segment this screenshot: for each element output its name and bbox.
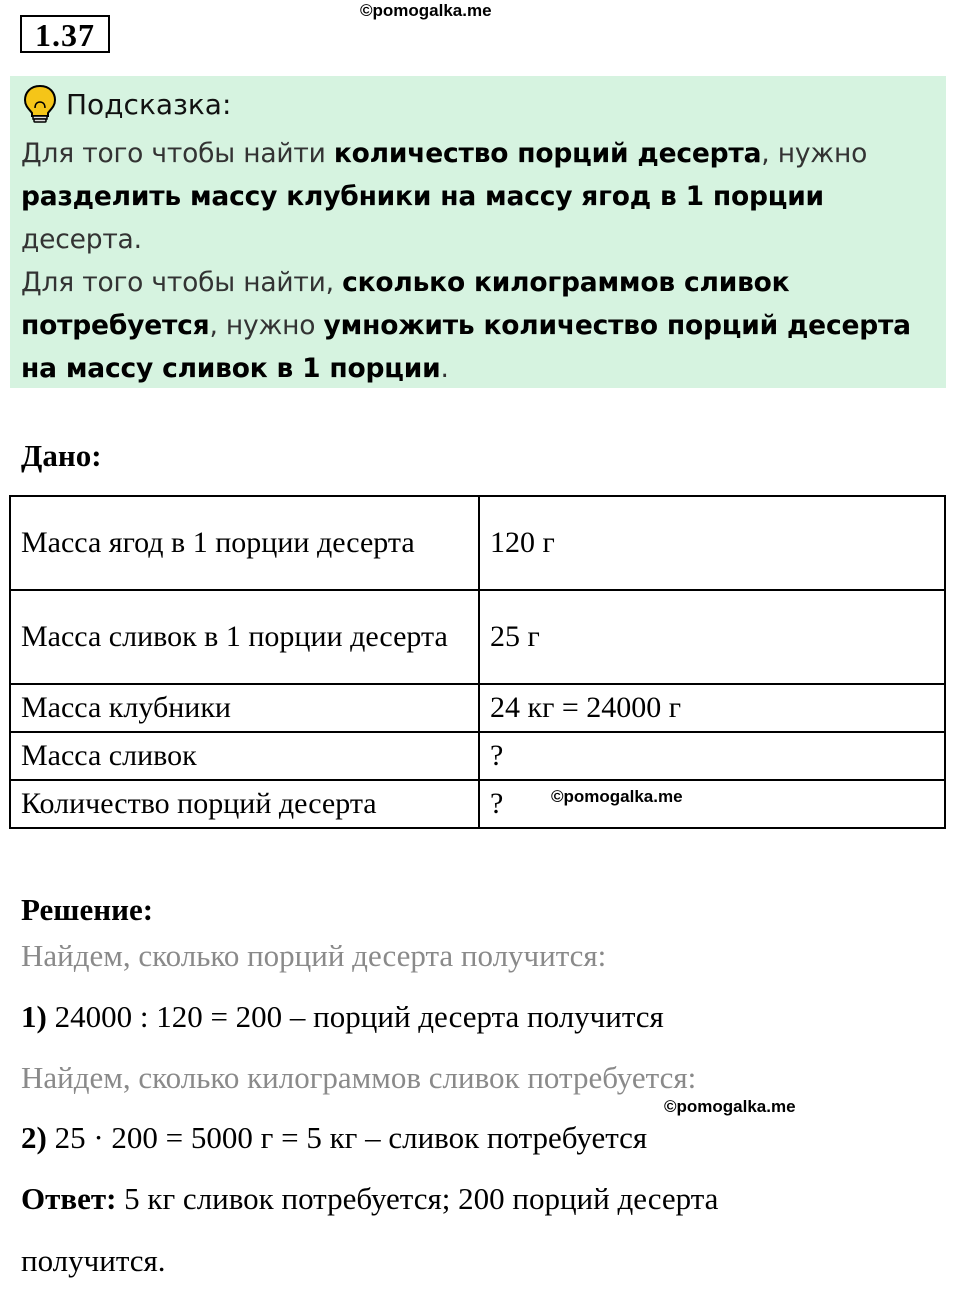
hint-p2-c: , нужно [209,310,324,341]
hint-p2-b: сколько килограммов сливок потребуется [21,267,790,341]
solution-title: Решение: [21,892,154,927]
hint-text [21,132,941,390]
row-label: Масса клубники [10,684,479,732]
step1-text: 24000 : 120 = 200 – порций десерта получится [46,999,664,1034]
row-value: 24 кг = 24000 г [479,684,945,732]
hint-p1-a: Для того чтобы найти [21,138,334,169]
watermark: ©pomogalka.me [551,787,683,806]
step2-intro: Найдем, сколько килограммов сливок потребуется: [21,1060,697,1095]
table-row [10,496,945,590]
answer-continuation: получится. [21,1243,166,1278]
hint-p1-b: количество порций десерта [333,138,762,169]
step2 [21,1120,647,1156]
row-value: ? [479,780,945,828]
step2-number: 2) [21,1120,47,1155]
hint-title: Подсказка: [66,87,232,121]
table-row [10,590,945,684]
row-label: Масса сливок в 1 порции десерта [10,590,479,684]
hint-box [10,76,946,388]
step1-number: 1) [21,999,47,1034]
row-label: Количество порций десерта [10,780,479,828]
answer [21,1181,718,1217]
watermark: ©pomogalka.me [360,1,492,20]
hint-p2-d: умножить количество порций десерта на массу сливок в 1 порции [21,310,911,384]
row-value: ? [479,732,945,780]
row-value: 25 г [479,590,945,684]
given-title: Дано: [21,438,102,473]
task-number: 1.37 [20,15,110,53]
hint-p1-e: десерта. [21,224,142,255]
table-row [10,780,945,828]
lightbulb-icon [22,84,58,124]
row-label: Масса ягод в 1 порции десерта [10,496,479,590]
table-row [10,732,945,780]
step1-intro: Найдем, сколько порций десерта получится: [21,938,607,973]
row-value: 120 г [479,496,945,590]
step1 [21,999,664,1035]
hint-p1-d: разделить массу клубники на массу ягод в 1 порции [21,181,824,212]
hint-p2-e: . [440,353,449,384]
given-table [9,495,946,829]
hint-p1-c: , нужно [761,138,868,169]
answer-text: 5 кг сливок потребуется; 200 порций десерта [116,1181,719,1216]
table-row [10,684,945,732]
step2-text: 25 · 200 = 5000 г = 5 кг – сливок потребуется [46,1120,648,1155]
watermark: ©pomogalka.me [664,1097,796,1116]
hint-p2-a: Для того чтобы найти, [21,267,343,298]
answer-label: Ответ: [21,1181,117,1216]
row-label: Масса сливок [10,732,479,780]
hint-header [22,84,231,124]
